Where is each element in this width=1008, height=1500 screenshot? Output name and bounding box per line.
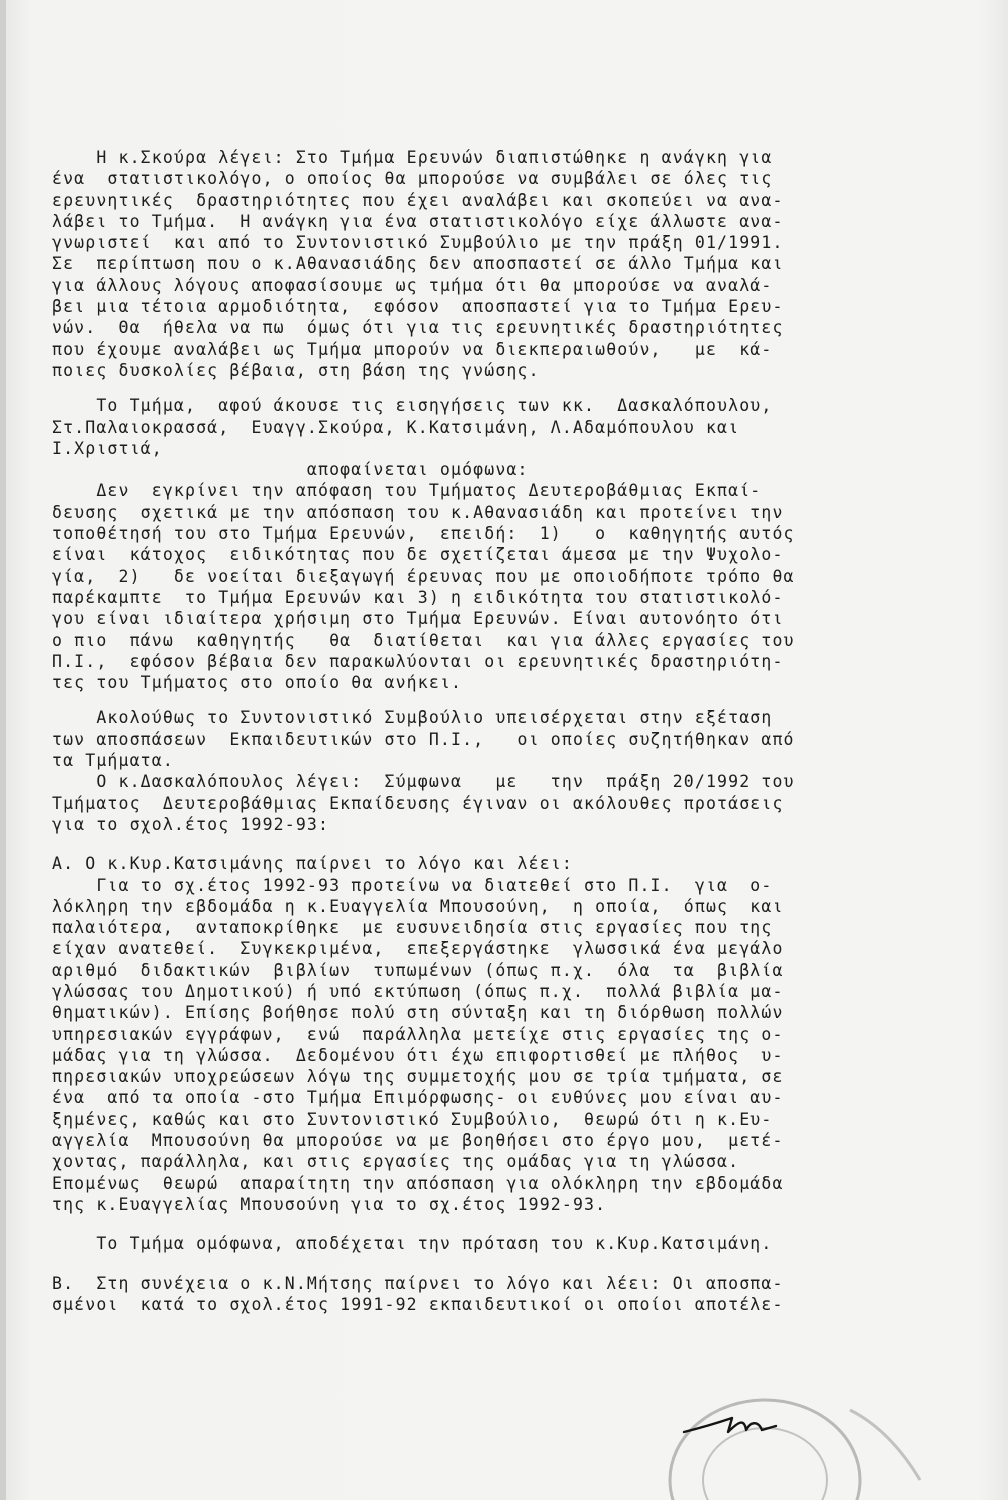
text-line: ερευνητικές δραστηριότητες που έχει αναλάβει και σκοπεύει να ανα- (52, 190, 784, 210)
paragraph-gap (52, 693, 920, 707)
paragraph-gap (52, 1255, 920, 1273)
text-line: Ο κ.Δασκαλόπουλος λέγει: Σύμφωνα με την πράξη 20/1992 του (52, 772, 795, 792)
text-line: γνωριστεί και από το Συντονιστικό Συμβούλιο με την πράξη 01/1991. (52, 233, 784, 253)
text-line: Ι.Χριστιά, (52, 438, 163, 458)
text-line: δευσης σχετικά με την απόσπαση του κ.Αθανασιάδη και προτείνει την (52, 502, 784, 522)
document-body (52, 147, 920, 1315)
text-line: βει μια τέτοια αρμοδιότητα, εφόσον αποσπαστεί για το Τμήμα Ερευ- (52, 297, 784, 317)
text-line: της κ.Ευαγγελίας Μπουσούνη για το σχ.έτος 1992-93. (52, 1194, 607, 1214)
text-line: παλαιότερα, ανταποκρίθηκε με ευσυνειδησία στις εργασίες που της (52, 918, 773, 938)
text-line: Τμήματος Δευτεροβάθμιας Εκπαίδευσης έγιναν οι ακόλουθες προτάσεις (52, 793, 784, 813)
text-line: Για το σχ.έτος 1992-93 προτείνω να διατεθεί στο Π.Ι. για ο- (52, 875, 773, 895)
text-line: Π.Ι., εφόσον βέβαια δεν παρακωλύονται οι ερευνητικές δραστηριότη- (52, 651, 784, 671)
text-line: παρέκαμπτε το Τμήμα Ερευνών και 3) η ειδικότητα του στατιστικολό- (52, 587, 784, 607)
signature-icon (680, 1408, 780, 1444)
text-line: είχαν ανατεθεί. Συγκεκριμένα, επεξεργάστηκε γλωσσικά ένα μεγάλο (52, 939, 784, 959)
text-line: για το σχολ.έτος 1992-93: (52, 814, 330, 834)
text-line: ποιες δυσκολίες βέβαια, στη βάση της γνώσης. (52, 360, 540, 380)
text-line: χοντας, παράλληλα, και στις εργασίες της ομάδας για τη γλώσσα. (52, 1152, 740, 1172)
section-b-heading: Β. Στη συνέχεια ο κ.Ν.Μήτσης παίρνει το λόγο και λέει: Οι αποσπα- (52, 1273, 784, 1293)
text-line: ένα στατιστικολόγο, ο οποίος θα μπορούσε να συμβάλει σε όλες τις (52, 169, 773, 189)
text-line: Σε περίπτωση που ο κ.Αθανασιάδης δεν αποσπαστεί σε άλλο Τμήμα και (52, 254, 784, 274)
text-line: σμένοι κατά το σχολ.έτος 1991-92 εκπαιδευτικοί οι οποίοι αποτέλε- (52, 1294, 784, 1314)
text-line: λόκληρη την εβδομάδα η κ.Ευαγγελία Μπουσούνη, η οποία, όπως και (52, 896, 784, 916)
text-line: Ακολούθως το Συντονιστικό Συμβούλιο υπεισέρχεται στην εξέταση (52, 708, 773, 728)
text-line: ένα από τα οποία -στο Τμήμα Επιμόρφωσης- οι ευθύνες μου είναι αυ- (52, 1088, 784, 1108)
text-line: πηρεσιακών υποχρεώσεων λόγω της συμμετοχής μου σε τρία τμήματα, σε (52, 1067, 784, 1087)
text-line: νών. Θα ήθελα να πω όμως ότι για τις ερευνητικές δραστηριότητες (52, 318, 784, 338)
text-line: υπηρεσιακών εγγράφων, ενώ παράλληλα μετείχε στις εργασίες της ο- (52, 1024, 784, 1044)
text-line: Το Τμήμα ομόφωνα, αποδέχεται την πρόταση του κ.Κυρ.Κατσιμάνη. (52, 1234, 773, 1254)
text-line: αριθμό διδακτικών βιβλίων τυπωμένων (όπως π.χ. όλα τα βιβλία (52, 960, 784, 980)
text-line: για άλλους λόγους αποφασίσουμε ως τμήμα ότι θα μπορούσε να αναλά- (52, 275, 773, 295)
text-line: θηματικών). Επίσης βοήθησε πολύ στη σύνταξη και τη διόρθωση πολλών (52, 1003, 784, 1023)
text-line: που έχουμε αναλάβει ως Τμήμα μπορούν να διεκπεραιωθούν, με κά- (52, 339, 773, 359)
text-line: Στ.Παλαιοκρασσά, Ευαγγ.Σκούρα, Κ.Κατσιμάνη, Λ.Αδαμόπουλου και (52, 417, 740, 437)
text-line: γλώσσας του Δημοτικού) ή υπό εκτύπωση (όπως π.χ. πολλά βιβλία μα- (52, 981, 784, 1001)
text-line: λάβει το Τμήμα. Η ανάγκη για ένα στατιστικολόγο είχε άλλωστε ανα- (52, 211, 784, 231)
paragraph-gap (52, 381, 920, 395)
text-line: τες του Τμήματος στο οποίο θα ανήκει. (52, 673, 463, 693)
text-line: αγγελία Μπουσούνη θα μπορούσε να με βοηθήσει στο έργο μου, μετέ- (52, 1131, 784, 1151)
text-line: ξημένες, καθώς και στο Συντονιστικό Συμβούλιο, θεωρώ ότι η κ.Ευ- (52, 1109, 773, 1129)
text-line: τοποθέτησή του στο Τμήμα Ερευνών, επειδή: 1) ο καθηγητής αυτός (52, 524, 795, 544)
paragraph-gap (52, 835, 920, 853)
section-a-heading: Α. Ο κ.Κυρ.Κατσιμάνης παίρνει το λόγο και λέει: (52, 854, 573, 874)
text-line: Δεν εγκρίνει την απόφαση του Τμήματος Δευτεροβάθμιας Εκπαί- (52, 481, 762, 501)
text-line: ο πιο πάνω καθηγητής θα διατίθεται και για άλλες εργασίες του (52, 630, 795, 650)
text-line: τα Τμήματα. (52, 751, 174, 771)
decision-heading: αποφαίνεται ομόφωνα: (52, 460, 529, 480)
paragraph-gap (52, 1215, 920, 1233)
text-line: Το Τμήμα, αφού άκουσε τις εισηγήσεις των κκ. Δασκαλόπουλου, (52, 396, 773, 416)
text-line: Επομένως θεωρώ απαραίτητη την απόσπαση για ολόκληρη την εβδομάδα (52, 1173, 784, 1193)
text-line: μάδας για τη γλώσσα. Δεδομένου ότι έχω επιφορτισθεί με πλήθος υ- (52, 1045, 784, 1065)
binding-edge (0, 0, 6, 1500)
text-line: των αποσπάσεων Εκπαιδευτικών στο Π.Ι., οι οποίες συζητήθηκαν από (52, 729, 795, 749)
text-line: γου είναι ιδιαίτερα χρήσιμη στο Τμήμα Ερευνών. Είναι αυτονόητο ότι (52, 609, 784, 629)
text-line: Η κ.Σκούρα λέγει: Στο Τμήμα Ερευνών διαπιστώθηκε η ανάγκη για (52, 148, 773, 167)
text-line: είναι κάτοχος ειδικότητας που δε σχετίζεται άμεσα με την Ψυχολο- (52, 545, 784, 565)
text-line: γία, 2) δε νοείται διεξαγωγή έρευνας που με οποιοδήποτε τρόπο θα (52, 566, 795, 586)
